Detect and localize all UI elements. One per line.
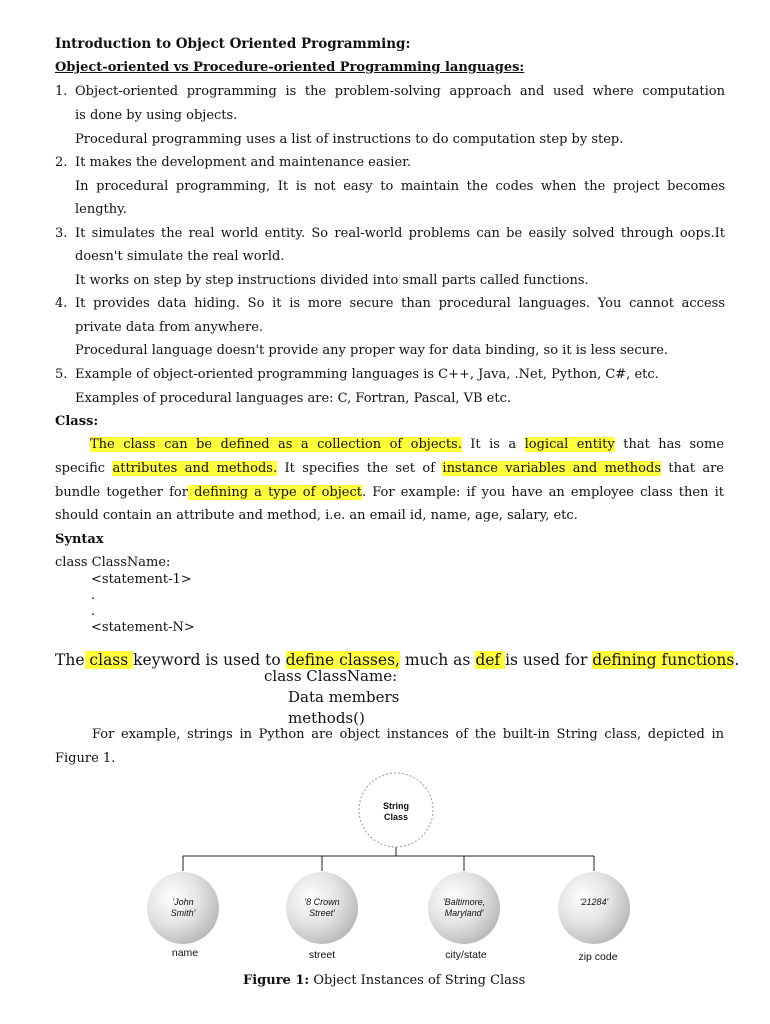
list-item-line: lengthy. — [75, 202, 127, 217]
list-number: 1. — [55, 84, 68, 99]
highlight: class — [84, 651, 134, 669]
text: It is a — [461, 437, 525, 452]
list-item-line: Example of object-oriented programming languages is C++, Java, .Net, Python, C#, etc. — [75, 367, 659, 382]
list-item-line: In procedural programming, It is not easy to maintain the codes when the project becomes — [75, 179, 725, 194]
figure-caption — [243, 973, 525, 988]
list-number: 2. — [55, 155, 68, 170]
syntax-line: <statement-N> — [91, 620, 195, 635]
text: The — [55, 651, 85, 669]
list-item-line: is done by using objects. — [75, 108, 238, 123]
object-node-label: name — [171, 947, 199, 959]
list-item-line: It simulates the real world entity. So real-world problems can be easily solved through oops.It — [75, 226, 725, 241]
syntax-line: . — [91, 604, 96, 619]
highlight: def — [475, 651, 506, 669]
highlight: defining functions — [592, 651, 735, 669]
highlight: instance variables and methods — [442, 461, 662, 476]
syntax-line: <statement-1> — [91, 572, 192, 587]
example-line: For example, strings in Python are object instances of the built-in String class, depicted in — [92, 727, 724, 742]
object-node-circle — [558, 872, 630, 944]
class-block-line: methods() — [288, 709, 365, 727]
object-node-text: 'John — [172, 897, 194, 907]
highlight: The class can be defined as a collection of objects. — [90, 437, 462, 452]
text: that has some — [614, 437, 725, 452]
highlight: define classes, — [285, 651, 400, 669]
syntax-line: class ClassName: — [55, 555, 171, 570]
class-heading: Class: — [55, 414, 99, 429]
object-node-label: zip code — [578, 951, 618, 963]
object-node-text: '21284' — [579, 897, 609, 907]
class-block-line: Data members — [288, 688, 400, 706]
figure-caption-text: Object Instances of String Class — [309, 973, 526, 988]
class-para-line — [90, 437, 724, 452]
example-line: Figure 1. — [55, 751, 116, 766]
list-item-line: It works on step by step instructions divided into small parts called functions. — [75, 273, 589, 288]
root-node-label: Class — [383, 812, 409, 822]
list-item-line: Examples of procedural languages are: C, Fortran, Pascal, VB etc. — [75, 391, 512, 406]
list-number: 4. — [55, 296, 68, 311]
text: much as — [399, 651, 476, 669]
class-para-line — [55, 461, 724, 476]
highlight: logical entity — [524, 437, 615, 452]
list-item-line: Procedural language doesn't provide any proper way for data binding, so it is less secure. — [75, 343, 669, 358]
object-node-text: Street' — [309, 908, 335, 918]
highlight: defining a type of object — [187, 485, 362, 500]
figure-connectors — [183, 843, 594, 871]
figure-caption-label: Figure 1: — [243, 973, 310, 988]
list-number: 3. — [55, 226, 68, 241]
object-node-text: '8 Crown — [304, 897, 340, 907]
class-para-line: should contain an attribute and method, i.e. an email id, name, age, salary, etc. — [55, 508, 578, 523]
text: specific — [55, 461, 113, 476]
text: that are — [661, 461, 724, 476]
highlight: attributes and methods. — [112, 461, 278, 476]
object-node-text: Smith' — [170, 908, 196, 918]
list-item-line: Object-oriented programming is the problem-solving approach and used where computation — [75, 84, 725, 99]
root-node-label: String — [383, 801, 409, 811]
list-item-line: private data from anywhere. — [75, 320, 264, 335]
section-subtitle: Object-oriented vs Procedure-oriented Programming languages: — [55, 60, 525, 75]
page-title: Introduction to Object Oriented Programming: — [55, 36, 411, 52]
text: keyword is used to — [133, 651, 286, 669]
class-para-line — [55, 485, 724, 500]
figure-diagram — [0, 770, 770, 970]
object-node-text: Maryland' — [444, 908, 484, 918]
list-item-line: Procedural programming uses a list of instructions to do computation step by step. — [75, 132, 624, 147]
object-node-label: city/state — [445, 949, 487, 961]
object-node-text: 'Baltimore, — [442, 897, 486, 907]
text: bundle together for — [55, 485, 188, 500]
list-number: 5. — [55, 367, 68, 382]
syntax-heading: Syntax — [55, 532, 104, 547]
text: is used for — [505, 651, 593, 669]
class-block-line: class ClassName: — [264, 667, 398, 685]
text: It specifies the set of — [277, 461, 443, 476]
text: . For example: if you have an employee class then it — [361, 485, 724, 500]
list-item-line: doesn't simulate the real world. — [75, 249, 285, 264]
text: . — [734, 651, 740, 669]
syntax-line: . — [91, 588, 96, 603]
object-node-label: street — [308, 949, 336, 961]
list-item-line: It makes the development and maintenance easier. — [75, 155, 412, 170]
list-item-line: It provides data hiding. So it is more secure than procedural languages. You cannot access — [75, 296, 725, 311]
